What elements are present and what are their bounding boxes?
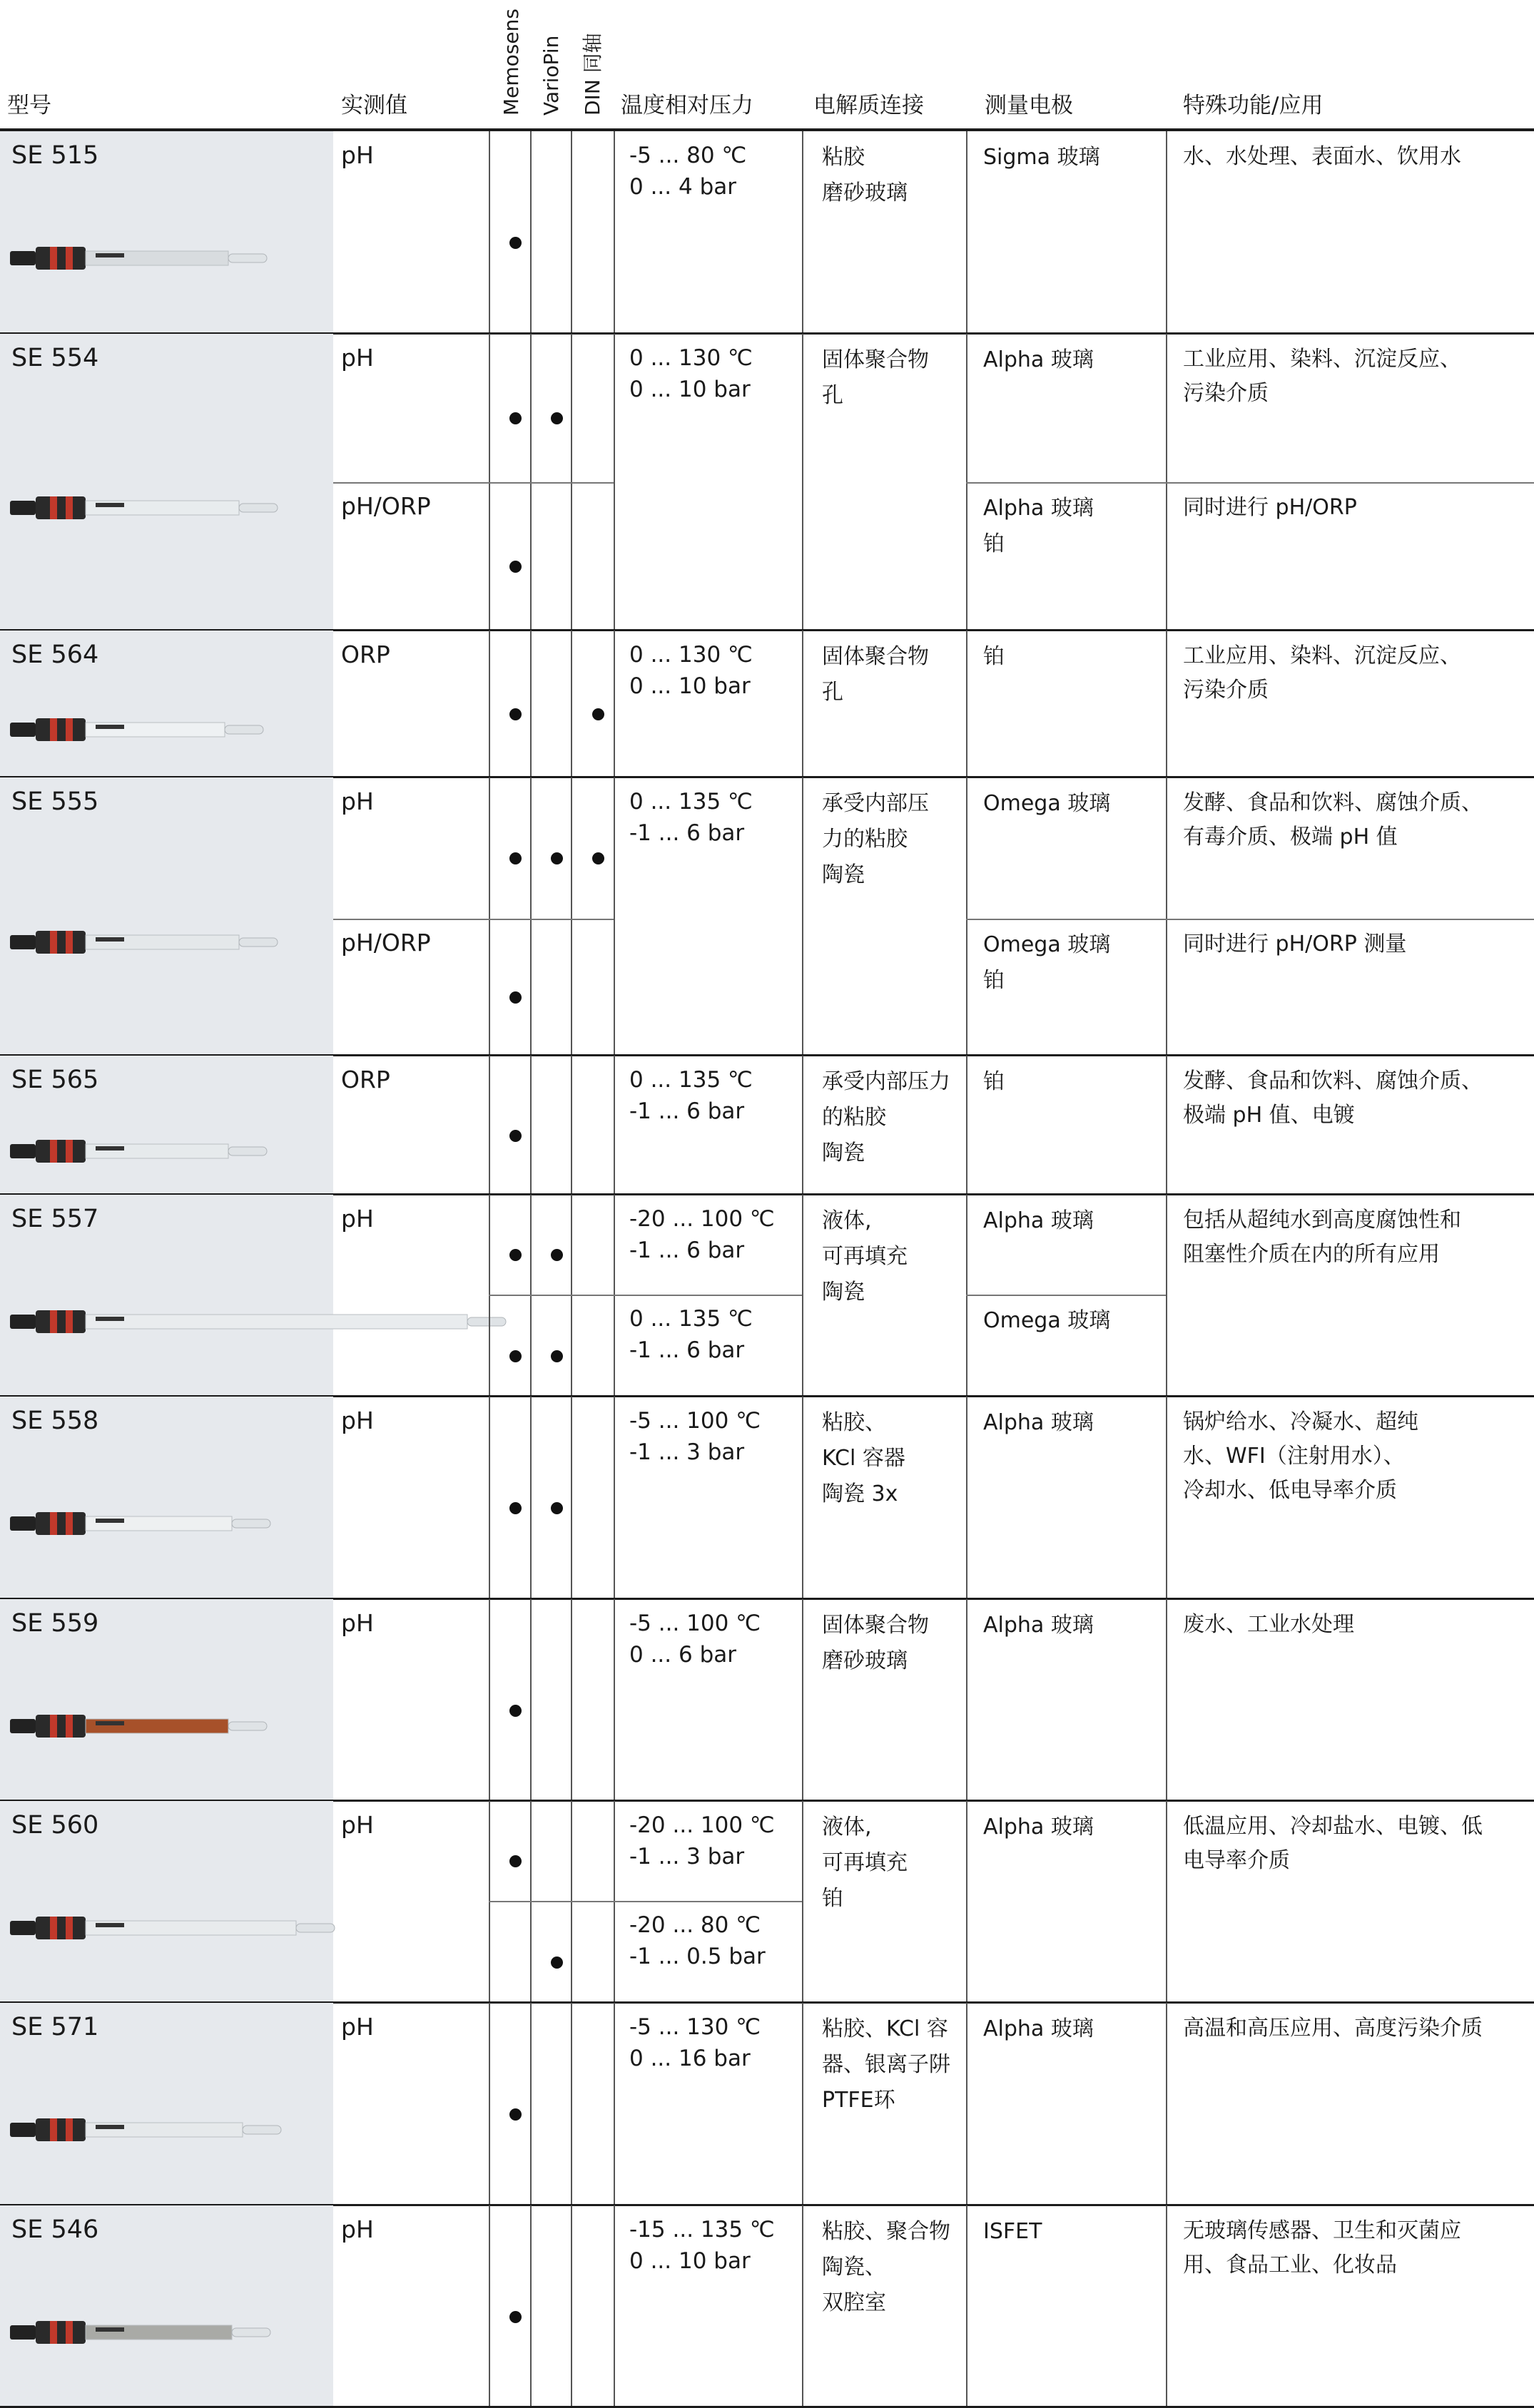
measured-value: pH: [341, 2013, 374, 2041]
electrolyte-connection: 粘胶、 KCl 容器 陶瓷 3x: [822, 1410, 905, 1506]
column-divider: [614, 1056, 615, 1195]
variopin-dot: [551, 852, 563, 864]
application-text: 工业应用、染料、沉淀反应、 污染介质: [1183, 643, 1461, 703]
table-row: [0, 1397, 1534, 1599]
measured-value: pH: [341, 2215, 374, 2243]
memosens-dot: [509, 1350, 522, 1362]
sub-row-divider: [489, 1901, 802, 1902]
column-divider: [530, 777, 532, 1056]
column-divider: [1166, 131, 1167, 334]
column-divider: [489, 1397, 490, 1599]
measured-value: pH/ORP: [341, 492, 431, 520]
sensor-image: [10, 243, 281, 277]
temp-pressure: -5 ... 100 ℃ 0 ... 6 bar: [629, 1611, 761, 1668]
model-name: SE 557: [11, 1205, 99, 1233]
column-divider: [489, 2003, 490, 2205]
column-divider: [571, 2003, 572, 2205]
application-text: 高温和高压应用、高度污染介质: [1183, 2016, 1483, 2041]
column-divider: [530, 1599, 532, 1801]
column-divider: [802, 1599, 803, 1801]
column-divider: [530, 1397, 532, 1599]
table-row: [0, 2003, 1534, 2205]
column-divider: [614, 777, 615, 1056]
model-name: SE 515: [11, 141, 99, 170]
application-text: 同时进行 pH/ORP 测量: [1183, 932, 1407, 956]
column-divider: [966, 2003, 967, 2205]
column-divider: [802, 1397, 803, 1599]
memosens-dot: [509, 2108, 522, 2121]
model-name: SE 565: [11, 1066, 99, 1094]
measuring-electrode: Alpha 玻璃: [983, 1815, 1094, 1840]
column-divider: [489, 777, 490, 1056]
memosens-dot: [509, 237, 522, 249]
sensor-image: [10, 1710, 281, 1745]
column-divider: [530, 1056, 532, 1195]
header-application: 特殊功能/应用: [1183, 93, 1324, 118]
column-divider: [530, 631, 532, 777]
column-divider: [614, 1397, 615, 1599]
column-divider: [571, 1397, 572, 1599]
header-temp-pressure: 温度相对压力: [621, 93, 753, 118]
model-name: SE 560: [11, 1811, 99, 1840]
electrolyte-connection: 液体, 可再填充 陶瓷: [822, 1208, 908, 1305]
column-divider: [571, 131, 572, 334]
sensor-image: [10, 2114, 295, 2148]
sensor-image: [10, 1136, 281, 1170]
column-divider: [489, 2205, 490, 2407]
column-divider: [530, 131, 532, 334]
electrolyte-connection: 固体聚合物 孔: [822, 347, 929, 408]
temp-pressure: -15 ... 135 ℃ 0 ... 10 bar: [629, 2217, 775, 2274]
column-divider: [489, 1056, 490, 1195]
application-text: 水、水处理、表面水、饮用水: [1183, 144, 1461, 169]
column-divider: [802, 1195, 803, 1397]
column-divider: [966, 631, 967, 777]
application-text: 发酵、食品和饮料、腐蚀介质、 极端 pH 值、电镀: [1183, 1068, 1483, 1128]
variopin-dot: [551, 1350, 563, 1362]
column-divider: [1166, 1801, 1167, 2003]
sensor-image: [10, 1306, 520, 1340]
electrolyte-connection: 承受内部压 力的粘胶 陶瓷: [822, 791, 929, 887]
measuring-electrode: Alpha 玻璃: [983, 1613, 1094, 1638]
electrolyte-connection: 固体聚合物 孔: [822, 644, 929, 705]
table-row: [0, 334, 1534, 631]
measured-value: ORP: [341, 1066, 390, 1093]
application-text: 锅炉给水、冷凝水、超纯 水、WFI（注射用水）、 冷却水、低电导率介质: [1183, 1409, 1418, 1503]
memosens-dot: [509, 991, 522, 1004]
header-electrode: 测量电极: [985, 93, 1073, 118]
measuring-electrode: Sigma 玻璃: [983, 145, 1100, 170]
model-name: SE 554: [11, 344, 99, 372]
model-cell: [0, 777, 333, 1056]
measuring-electrode: 铂: [983, 1069, 1005, 1094]
din-dot: [592, 852, 604, 864]
table-row: [0, 1056, 1534, 1195]
sub-row-divider: [966, 919, 1534, 920]
header-electrolyte: 电解质连接: [813, 93, 924, 118]
column-divider: [614, 2205, 615, 2407]
measuring-electrode: Alpha 玻璃: [983, 347, 1094, 372]
application-text: 包括从超纯水到高度腐蚀性和 阻塞性介质在内的所有应用: [1183, 1208, 1461, 1267]
column-divider: [614, 1599, 615, 1801]
model-name: SE 555: [11, 787, 99, 816]
header-din: DIN 同轴: [581, 33, 604, 116]
electrolyte-connection: 粘胶、KCl 容 器、银离子阱 PTFE环: [822, 2016, 950, 2113]
measured-value: pH: [341, 787, 374, 815]
memosens-dot: [509, 708, 522, 720]
column-divider: [530, 2205, 532, 2407]
column-divider: [802, 1801, 803, 2003]
column-divider: [571, 2205, 572, 2407]
electrolyte-connection: 固体聚合物 磨砂玻璃: [822, 1613, 929, 1673]
electrolyte-connection: 粘胶 磨砂玻璃: [822, 145, 908, 205]
measuring-electrode: Omega 玻璃: [983, 791, 1111, 816]
measured-value: pH: [341, 1205, 374, 1233]
column-divider: [614, 334, 615, 631]
column-divider: [571, 777, 572, 1056]
column-divider: [1166, 2003, 1167, 2205]
column-divider: [489, 631, 490, 777]
column-divider: [802, 334, 803, 631]
temp-pressure: -20 ... 80 ℃ -1 ... 0.5 bar: [629, 1912, 766, 1969]
column-divider: [571, 1599, 572, 1801]
electrolyte-connection: 液体, 可再填充 铂: [822, 1815, 908, 1911]
measuring-electrode: Alpha 玻璃: [983, 1208, 1094, 1233]
measuring-electrode: Omega 玻璃: [983, 1308, 1111, 1333]
column-divider: [1166, 1599, 1167, 1801]
temp-pressure: 0 ... 135 ℃ -1 ... 6 bar: [629, 789, 753, 846]
column-divider: [614, 2003, 615, 2205]
sensor-image: [10, 1912, 349, 1947]
application-text: 废水、工业水处理: [1183, 1612, 1354, 1637]
measuring-electrode: Alpha 玻璃 铂: [983, 496, 1094, 556]
column-divider: [966, 777, 967, 1056]
measured-value: pH: [341, 1811, 374, 1839]
column-divider: [614, 631, 615, 777]
header-measured: 实测值: [341, 93, 407, 118]
model-name: SE 571: [11, 2013, 99, 2041]
sub-row-divider: [333, 482, 614, 484]
application-text: 发酵、食品和饮料、腐蚀介质、 有毒介质、极端 pH 值: [1183, 790, 1483, 850]
electrolyte-connection: 粘胶、聚合物 陶瓷、 双腔室: [822, 2219, 950, 2315]
memosens-dot: [509, 852, 522, 864]
temp-pressure: -5 ... 100 ℃ -1 ... 3 bar: [629, 1408, 761, 1465]
header-model: 型号: [7, 93, 51, 118]
column-divider: [802, 631, 803, 777]
column-divider: [571, 631, 572, 777]
column-divider: [614, 131, 615, 334]
temp-pressure: -20 ... 100 ℃ -1 ... 6 bar: [629, 1206, 775, 1263]
memosens-dot: [509, 1249, 522, 1261]
memosens-dot: [509, 2311, 522, 2323]
column-divider: [966, 1599, 967, 1801]
temp-pressure: -5 ... 80 ℃ 0 ... 4 bar: [629, 143, 747, 200]
header-memosens: Memosens: [499, 9, 523, 116]
sub-row-divider: [966, 482, 1534, 484]
column-divider: [571, 1056, 572, 1195]
temp-pressure: 0 ... 130 ℃ 0 ... 10 bar: [629, 345, 753, 402]
memosens-dot: [509, 1855, 522, 1867]
sensor-image: [10, 492, 292, 526]
measuring-electrode: Alpha 玻璃: [983, 1410, 1094, 1435]
column-divider: [802, 131, 803, 334]
memosens-dot: [509, 561, 522, 573]
column-divider: [1166, 631, 1167, 777]
measured-value: pH: [341, 141, 374, 169]
table-row: [0, 2205, 1534, 2407]
column-divider: [802, 777, 803, 1056]
column-divider: [1166, 1397, 1167, 1599]
column-divider: [966, 1056, 967, 1195]
table-row: [0, 777, 1534, 1056]
measured-value: pH/ORP: [341, 929, 431, 956]
measured-value: pH: [341, 1407, 374, 1434]
column-divider: [802, 2003, 803, 2205]
variopin-dot: [551, 1249, 563, 1261]
temp-pressure: 0 ... 130 ℃ 0 ... 10 bar: [629, 642, 753, 699]
sensor-image: [10, 2317, 285, 2351]
memosens-dot: [509, 412, 522, 424]
table-row: [0, 1599, 1534, 1801]
table-row: [0, 131, 1534, 334]
column-divider: [966, 2205, 967, 2407]
sensor-image: [10, 927, 292, 961]
table-row: [0, 1801, 1534, 2003]
sub-row-divider: [489, 1295, 802, 1296]
measured-value: pH: [341, 1609, 374, 1637]
application-text: 同时进行 pH/ORP: [1183, 495, 1357, 520]
column-divider: [966, 1397, 967, 1599]
application-text: 无玻璃传感器、卫生和灭菌应 用、食品工业、化妆品: [1183, 2218, 1461, 2277]
temp-pressure: 0 ... 135 ℃ -1 ... 6 bar: [629, 1306, 753, 1363]
temp-pressure: -5 ... 130 ℃ 0 ... 16 bar: [629, 2014, 761, 2071]
measuring-electrode: 铂: [983, 644, 1005, 669]
application-text: 工业应用、染料、沉淀反应、 污染介质: [1183, 347, 1461, 406]
temp-pressure: 0 ... 135 ℃ -1 ... 6 bar: [629, 1067, 753, 1124]
sub-row-divider: [966, 1295, 1166, 1296]
measured-value: pH: [341, 344, 374, 372]
electrolyte-connection: 承受内部压力 的粘胶 陶瓷: [822, 1069, 950, 1165]
column-divider: [1166, 2205, 1167, 2407]
column-divider: [530, 2003, 532, 2205]
variopin-dot: [551, 1956, 563, 1969]
memosens-dot: [509, 1130, 522, 1142]
column-divider: [1166, 1056, 1167, 1195]
model-name: SE 559: [11, 1609, 99, 1638]
sensor-image: [10, 714, 278, 748]
application-text: 低温应用、冷却盐水、电镀、低 电导率介质: [1183, 1814, 1483, 1873]
model-name: SE 558: [11, 1407, 99, 1435]
sub-row-divider: [333, 919, 614, 920]
column-divider: [966, 1801, 967, 2003]
table-row: [0, 1195, 1534, 1397]
table-row: [0, 631, 1534, 777]
variopin-dot: [551, 1502, 563, 1514]
measuring-electrode: Omega 玻璃 铂: [983, 932, 1111, 993]
sensor-image: [10, 1508, 285, 1542]
temp-pressure: -20 ... 100 ℃ -1 ... 3 bar: [629, 1812, 775, 1869]
column-divider: [802, 2205, 803, 2407]
measured-value: ORP: [341, 641, 390, 668]
variopin-dot: [551, 412, 563, 424]
model-name: SE 564: [11, 641, 99, 669]
column-divider: [1166, 777, 1167, 1056]
din-dot: [592, 708, 604, 720]
model-cell: [0, 334, 333, 631]
column-divider: [802, 1056, 803, 1195]
measuring-electrode: ISFET: [983, 2219, 1042, 2244]
memosens-dot: [509, 1502, 522, 1514]
model-name: SE 546: [11, 2215, 99, 2244]
column-divider: [489, 1599, 490, 1801]
column-divider: [489, 131, 490, 334]
header-variopin: VarioPin: [539, 35, 563, 116]
memosens-dot: [509, 1705, 522, 1717]
column-divider: [1166, 1195, 1167, 1397]
column-divider: [966, 131, 967, 334]
measuring-electrode: Alpha 玻璃: [983, 2016, 1094, 2041]
